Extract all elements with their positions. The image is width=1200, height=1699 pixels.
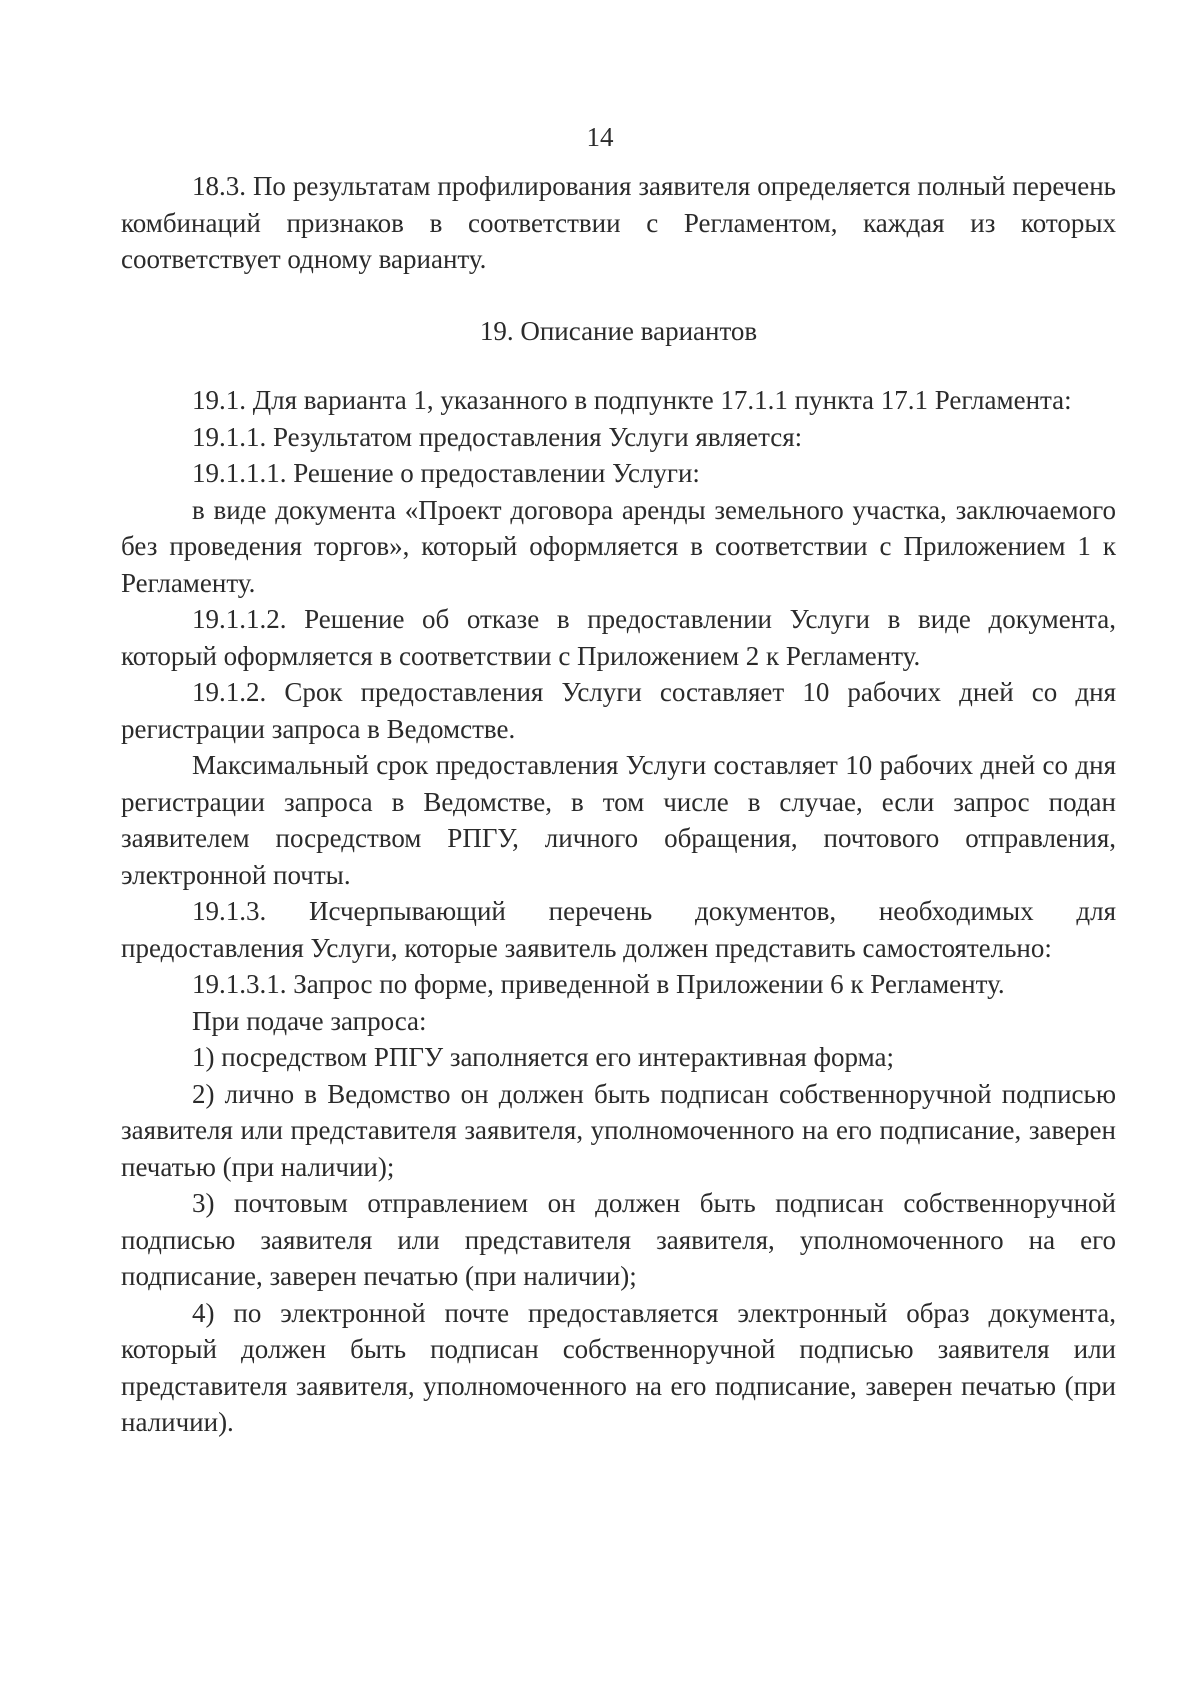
paragraph-submission-intro: При подаче запроса:: [192, 1005, 427, 1036]
list-item-1: 1) посредством РПГУ заполняется его интерактивная форма;: [192, 1042, 894, 1072]
document-body: [121, 168, 1116, 1441]
list-item-3: 3) почтовым отправлением он должен быть подписан собственноручной подписью заявителя или представителя заявителя, уполномоченного на его подписание, заверен печатью (при наличии);: [121, 1188, 1116, 1291]
page-number: 14: [586, 122, 614, 152]
paragraph-19-1-3-1: 19.1.3.1. Запрос по форме, приведенной в Приложении 6 к Регламенту.: [192, 969, 1005, 999]
paragraph-19-1-1-2: 19.1.1.2. Решение об отказе в предоставлении Услуги в виде документа, который оформляется в соответствии с Приложением 2 к Регламенту.: [121, 604, 1116, 671]
paragraph-19-1-1: 19.1.1. Результатом предоставления Услуги является:: [192, 421, 803, 452]
paragraph-18-3: 18.3. По результатам профилирования заявителя определяется полный перечень комбинаций признаков в соответствии с Регламентом, каждая из которых соответствует одному варианту.: [121, 171, 1116, 274]
list-item-4: 4) по электронной почте предоставляется электронный образ документа, который должен быть подписан собственноручной подписью заявителя или представителя заявителя, уполномоченного на его подписание, заверен печатью (при наличии).: [121, 1297, 1116, 1437]
paragraph-19-1-3: 19.1.3. Исчерпывающий перечень документов, необходимых для предоставления Услуги, которые заявитель должен представить самостоятельно:: [121, 896, 1116, 963]
paragraph-19-1-2: 19.1.2. Срок предоставления Услуги составляет 10 рабочих дней со дня регистрации запроса в Ведомстве.: [121, 677, 1116, 744]
list-item-2: 2) лично в Ведомство он должен быть подписан собственноручной подписью заявителя или представителя заявителя, уполномоченного на его подписание, заверен печатью (при наличии);: [121, 1078, 1116, 1182]
paragraph-19-1-1-1: 19.1.1.1. Решение о предоставлении Услуги:: [192, 458, 700, 488]
paragraph-max-term: Максимальный срок предоставления Услуги составляет 10 рабочих дней со дня регистрации запроса в Ведомстве, в том числе в случае, если запрос подан заявителем посредством РПГУ, личного обращения, почтового отправления, электронной почты.: [121, 750, 1116, 890]
section-heading-19: 19. Описание вариантов: [479, 315, 758, 346]
paragraph-19-1: 19.1. Для варианта 1, указанного в подпункте 17.1.1 пункта 17.1 Регламента:: [192, 385, 1072, 415]
paragraph-document-form: в виде документа «Проект договора аренды земельного участка, заключаемого без проведения торгов», который оформляется в соответствии с Приложением 1 к Регламенту.: [121, 494, 1116, 598]
